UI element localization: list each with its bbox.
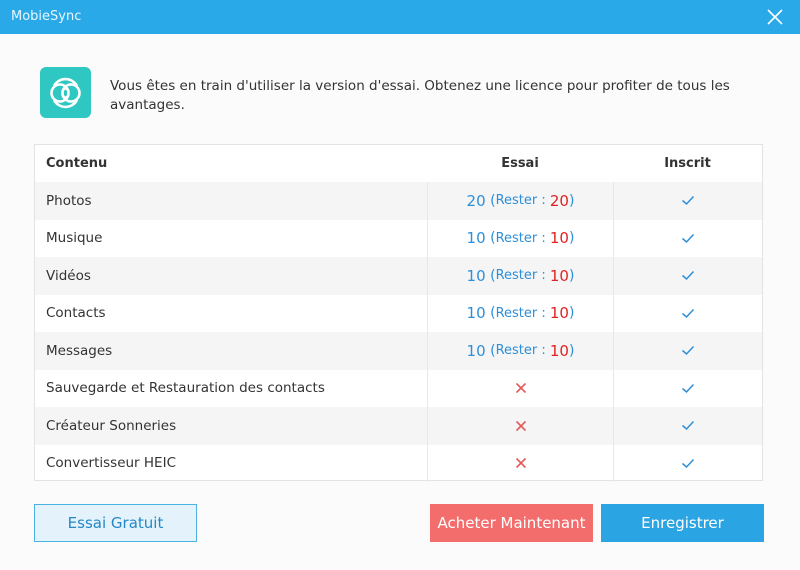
trial-cell (427, 445, 613, 483)
check-icon (681, 195, 695, 206)
table-header (35, 145, 762, 183)
colon: : (537, 193, 550, 209)
paren-open: ( (485, 342, 496, 359)
trial-cell (427, 370, 613, 408)
title-bar (0, 0, 800, 34)
header-content: Contenu (46, 156, 108, 172)
feature-name: Créateur Sonneries (46, 417, 177, 434)
remaining-count: 10 (549, 341, 569, 360)
registered-cell (613, 407, 762, 445)
trial-count: 10 (466, 229, 486, 248)
trial-cell (427, 332, 613, 370)
table-row (35, 445, 762, 483)
header-registered: Inscrit (664, 156, 711, 172)
paren-close: ) (568, 230, 575, 247)
paren-open: ( (485, 305, 496, 322)
cross-icon (515, 457, 527, 469)
paren-close: ) (568, 192, 575, 209)
table-row (35, 332, 762, 370)
check-icon (681, 383, 695, 394)
trial-count: 10 (466, 304, 486, 323)
table-row (35, 257, 762, 295)
colon: : (537, 343, 550, 359)
remaining-label: Rester (495, 343, 538, 359)
registered-cell (613, 370, 762, 408)
remaining-count: 10 (549, 229, 569, 248)
check-icon (681, 345, 695, 356)
free-trial-button[interactable]: Essai Gratuit (34, 504, 197, 542)
colon: : (537, 305, 550, 321)
registered-cell (613, 182, 762, 220)
check-icon (681, 270, 695, 281)
sync-icon (40, 67, 91, 118)
remaining-label: Rester (495, 193, 538, 209)
paren-open: ( (485, 192, 496, 209)
remaining-count: 20 (549, 191, 569, 210)
cross-icon (515, 382, 527, 394)
feature-name: Convertisseur HEIC (46, 455, 176, 472)
registered-cell (613, 220, 762, 258)
check-icon (681, 233, 695, 244)
table-row (35, 182, 762, 220)
buy-now-button[interactable]: Acheter Maintenant (430, 504, 593, 542)
paren-open: ( (485, 267, 496, 284)
feature-name: Messages (46, 342, 113, 359)
trial-cell (427, 407, 613, 445)
check-icon (681, 308, 695, 319)
trial-cell (427, 257, 613, 295)
header-trial: Essai (501, 156, 539, 172)
check-icon (681, 420, 695, 431)
trial-count: 10 (466, 266, 486, 285)
registered-cell (613, 257, 762, 295)
check-icon (681, 458, 695, 469)
feature-name: Photos (46, 192, 92, 209)
trial-cell (427, 182, 613, 220)
registered-cell (613, 332, 762, 370)
table-row (35, 220, 762, 258)
mobiesync-logo (40, 67, 91, 118)
feature-name: Vidéos (46, 267, 91, 284)
table-row (35, 295, 762, 333)
trial-count: 20 (466, 191, 486, 210)
cross-icon (515, 420, 527, 432)
colon: : (537, 268, 550, 284)
close-button[interactable] (766, 8, 784, 26)
feature-name: Contacts (46, 305, 106, 322)
trial-cell (427, 220, 613, 258)
paren-close: ) (568, 305, 575, 322)
register-button[interactable]: Enregistrer (601, 504, 764, 542)
remaining-label: Rester (495, 230, 538, 246)
paren-close: ) (568, 342, 575, 359)
remaining-count: 10 (549, 304, 569, 323)
table-row (35, 370, 762, 408)
close-icon (766, 8, 784, 26)
colon: : (537, 230, 550, 246)
registered-cell (613, 445, 762, 483)
paren-close: ) (568, 267, 575, 284)
feature-table (34, 144, 763, 481)
registered-cell (613, 295, 762, 333)
app-title: MobieSync (11, 9, 82, 24)
feature-name: Sauvegarde et Restauration des contacts (46, 380, 325, 397)
remaining-label: Rester (495, 305, 538, 321)
remaining-label: Rester (495, 268, 538, 284)
trial-count: 10 (466, 341, 486, 360)
trial-message: Vous êtes en train d'utiliser la version d'essai. Obtenez une licence pour profiter de tous les avantages. (110, 78, 730, 113)
table-row (35, 407, 762, 445)
trial-cell (427, 295, 613, 333)
paren-open: ( (485, 230, 496, 247)
feature-name: Musique (46, 230, 103, 247)
remaining-count: 10 (549, 266, 569, 285)
